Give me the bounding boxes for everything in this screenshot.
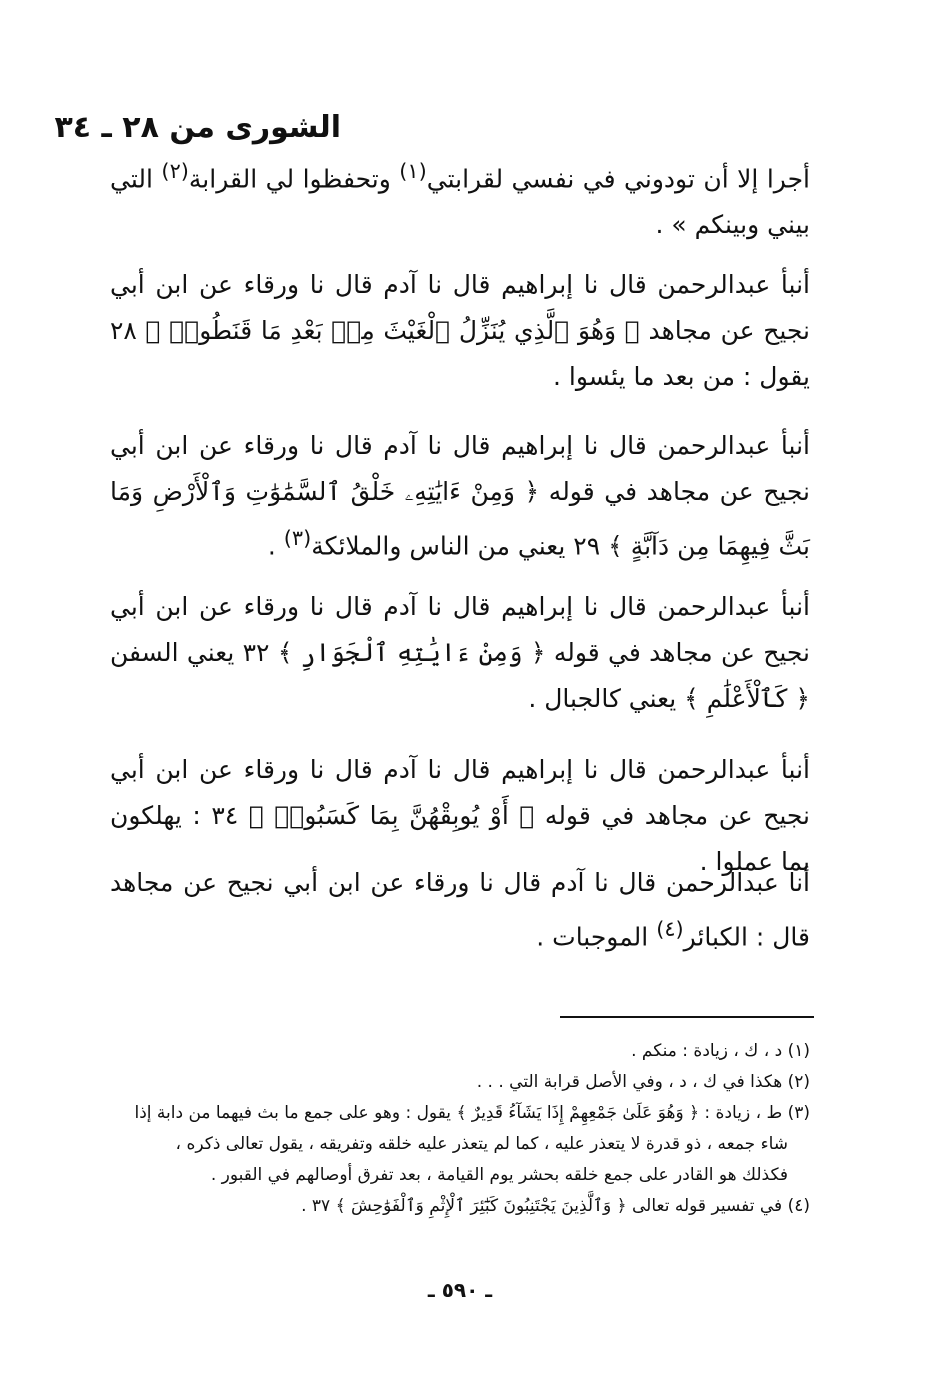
footnote-4: (٤) في تفسير قوله تعالى ﴿ وَٱلَّذِينَ يَجْتَنِبُونَ كَبَٰٓئِرَ ٱلْإِثْمِ وَٱلْفَوَٰحِشَ ﴾ ٣٧ . [301, 1196, 810, 1216]
footnote-ref: (٤) [656, 917, 684, 941]
quran-verse: ﴿ كَٱلْأَعْلَٰمِ ﴾ [684, 684, 810, 713]
paragraph-text: أنبأ عبدالرحمن قال نا إبراهيم قال نا آدم قال نا ورقاء عن ابن أبي نجيح عن مجاهد في قوله [110, 431, 810, 506]
paragraph-text: أجرا إلا أن تودوني في نفسي لقرابتي [426, 164, 810, 194]
paragraph-text: وتحفظوا لي القرابة [188, 164, 400, 194]
paragraph-narration-3 [110, 584, 810, 722]
paragraph-narration-5 [110, 860, 810, 960]
paragraph-narration-1 [110, 262, 810, 400]
footnote-divider [560, 1016, 814, 1018]
quran-verse: ﴿ أَوْ يُوبِقْهُنَّ بِمَا كَسَبُوا۟ ﴾ [248, 801, 535, 830]
quran-verse: ﴿ وَمِنْ ءَايَٰتِهِ ٱلْجَوَارِ ﴾ [277, 638, 546, 667]
paragraph-text: أنبأ عبدالرحمن قال نا إبراهيم قال نا آدم قال نا ورقاء عن ابن أبي نجيح عن مجاهد في قوله [110, 755, 810, 830]
footnote-3-continuation: شاء جمعه ، ذو قدرة لا يتعذر عليه ، كما لم يتعذر عليه خلقه وتفريقه ، يقول تعالى ذكره ، [175, 1134, 788, 1154]
paragraph-text: التي بيني وبينكم » . [110, 164, 810, 240]
paragraph-text: ٢٨ يقول : من بعد ما يئسوا . [110, 316, 810, 391]
footnote-ref: (٣) [283, 526, 312, 550]
footnote-1: (١) د ، ك ، زيادة : منكم . [631, 1041, 810, 1061]
footnote-3-continuation: فكذلك هو القادر على جمع خلقه بحشر يوم القيامة ، بعد تفرق أوصالهم في القبور . [210, 1165, 788, 1185]
quran-verse: ﴿ وَمِنْ ءَايَٰتِهِۦ خَلْقُ ٱلسَّمَٰوَٰتِ وَٱلْأَرْضِ وَمَا بَثَّ فِيهِمَا مِن دَآبَّةٍ ﴾ [110, 477, 810, 561]
footnotes [120, 1036, 810, 1222]
footnote-ref: (١) [399, 159, 427, 183]
paragraph-continuation [110, 148, 810, 248]
paragraph-text: ٣٤ : يهلكون بما عملوا . [110, 801, 810, 876]
paragraph-text: . [267, 531, 284, 561]
footnote-2: (٢) هكذا في ك ، د ، وفي الأصل قرابة التي . . . [476, 1072, 810, 1092]
paragraph-narration-2 [110, 423, 810, 569]
paragraph-text: الموجبات . [536, 922, 657, 952]
quran-verse: ﴿ وَهُوَ ٱلَّذِي يُنَزِّلُ ٱلْغَيْثَ مِنۢ بَعْدِ مَا قَنَطُوا۟ ﴾ [145, 316, 640, 345]
paragraph-text: أنبأ عبدالرحمن قال نا إبراهيم قال نا آدم قال نا ورقاء عن ابن أبي نجيح عن مجاهد [110, 270, 810, 345]
footnote-ref: (٢) [161, 159, 189, 183]
paragraph-text: يعني كالجبال . [528, 684, 685, 713]
paragraph-text: ٢٩ يعني من الناس والملائكة [311, 531, 609, 561]
paragraph-text: أنا عبدالرحمن قال نا آدم قال نا ورقاء عن ابن أبي نجيح عن مجاهد قال : الكبائر [110, 868, 810, 952]
page-number: ـ ٥٩٠ ـ [427, 1278, 493, 1302]
footnote-3: (٣) ط ، زيادة : ﴿ وَهُوَ عَلَىٰ جَمْعِهِمْ إِذَا يَشَآءُ قَدِيرٌ ﴾ يقول : وهو على جمع ما بث فيهما من دابة إذا [134, 1103, 810, 1123]
paragraph-text: ٣٢ يعني السفن [110, 638, 278, 667]
paragraph-text: أنبأ عبدالرحمن قال نا إبراهيم قال نا آدم قال نا ورقاء عن ابن أبي نجيح عن مجاهد في قوله [110, 592, 811, 667]
running-header: الشورى من ٢٨ ـ ٣٤ [54, 110, 341, 145]
